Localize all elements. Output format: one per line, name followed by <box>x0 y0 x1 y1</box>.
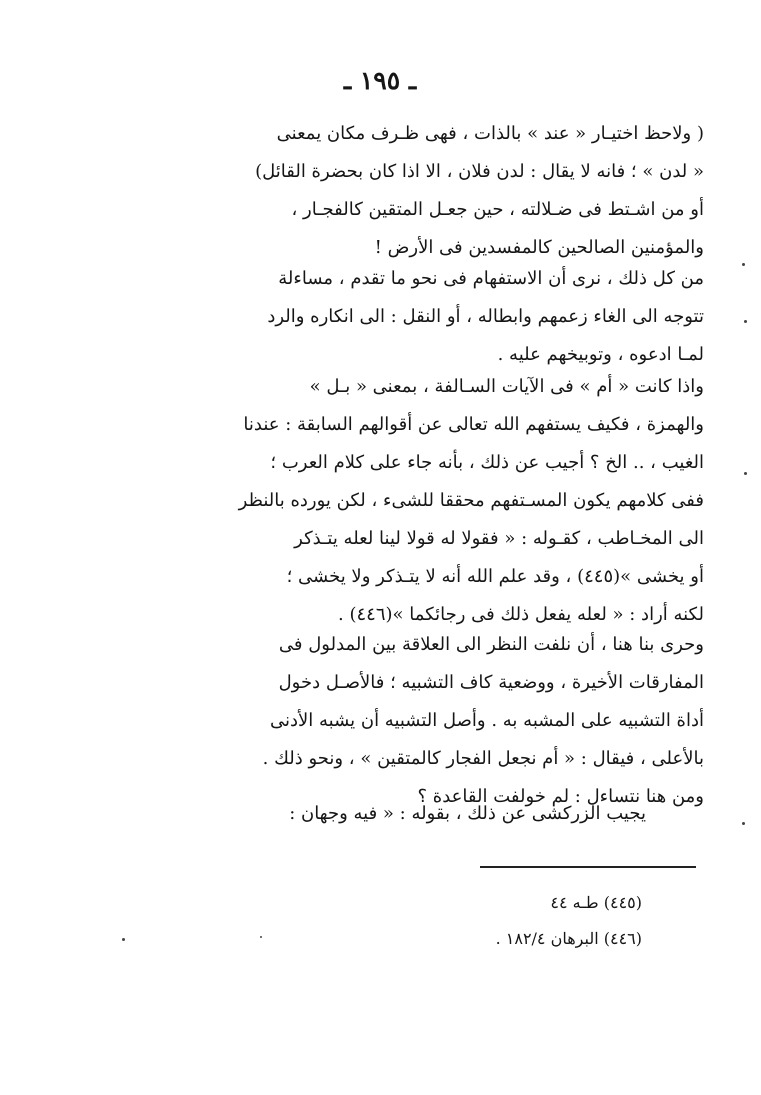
text-line: يجيب الزركشى عن ذلك ، بقوله : « فيه وجهان : <box>289 803 646 824</box>
footnotes <box>380 885 642 957</box>
paragraph-2 <box>138 260 704 374</box>
text-line: لمـا ادعوه ، وتوبيخهم عليه . <box>497 344 704 365</box>
text-line: تتوجه الى الغاء زعمهم وابطاله ، أو النقل : الى انكاره والرد <box>267 306 704 327</box>
footnote: (٤٤٦) البرهان ١٨٢/٤ . <box>495 929 642 948</box>
scan-speck <box>744 472 747 475</box>
scan-speck <box>742 263 745 266</box>
text-line: « لدن » ؛ فانه لا يقال : لدن فلان ، الا اذا كان بحضرة القائل) <box>255 161 704 182</box>
footnote: (٤٤٥) طـه ٤٤ <box>550 893 642 912</box>
text-line: المفارقات الأخيرة ، ووضعية كاف التشبيه ؛ فالأصـل دخول <box>278 672 704 693</box>
paragraph-3 <box>138 368 704 634</box>
text-line: بالأعلى ، فيقال : « أم نجعل الفجار كالمتقين » ، ونحو ذلك . <box>262 748 704 769</box>
scan-speck <box>744 320 747 323</box>
page-number: ـ ١٩٥ ـ <box>343 66 417 95</box>
scan-speck <box>122 938 125 941</box>
paragraph-4 <box>138 626 704 816</box>
text-line: الغيب ، .. الخ ؟ أجيب عن ذلك ، بأنه جاء على كلام العرب ؛ <box>270 452 704 473</box>
text-line: ففى كلامهم يكون المسـتفهم محققا للشىء ، لكن يورده بالنظر <box>238 490 704 511</box>
text-line: ومن هنا نتساءل : لم خولفت القاعدة ؟ <box>417 786 704 807</box>
text-line: والهمزة ، فكيف يستفهم الله تعالى عن أقوالهم السابقة : عندنا <box>243 414 704 435</box>
paragraph-1 <box>138 115 704 267</box>
text-line: أو من اشـتط فى ضـلالته ، حين جعـل المتقين كالفجـار ، <box>291 199 704 220</box>
text-line: ( ولاحظ اختيـار « عند » بالذات ، فهى ظـرف مكان يمعنى <box>276 123 704 144</box>
text-line: من كل ذلك ، نرى أن الاستفهام فى نحو ما تقدم ، مساءلة <box>278 268 704 289</box>
paragraph-5 <box>138 795 646 833</box>
scan-speck <box>260 936 262 938</box>
text-line: الى المخـاطب ، كقـوله : « فقولا له قولا لينا لعله يتـذكر <box>294 528 704 549</box>
text-line: واذا كانت « أم » فى الآيات السـالفة ، بمعنى « بـل » <box>309 376 704 397</box>
text-line: والمؤمنين الصالحين كالمفسدين فى الأرض ! <box>374 237 704 258</box>
scan-speck <box>742 822 745 825</box>
footnote-divider <box>480 866 696 868</box>
text-line: أداة التشبيه على المشبه به . وأصل التشبيه أن يشبه الأدنى <box>269 710 704 731</box>
text-line: أو يخشى »(٤٤٥) ، وقد علم الله أنه لا يتـذكر ولا يخشى ؛ <box>286 566 704 587</box>
text-line: وحرى بنا هنا ، أن نلفت النظر الى العلاقة بين المدلول فى <box>278 634 704 655</box>
text-line: لكنه أراد : « لعله يفعل ذلك فى رجائكما »(٤٤٦) . <box>338 604 704 625</box>
